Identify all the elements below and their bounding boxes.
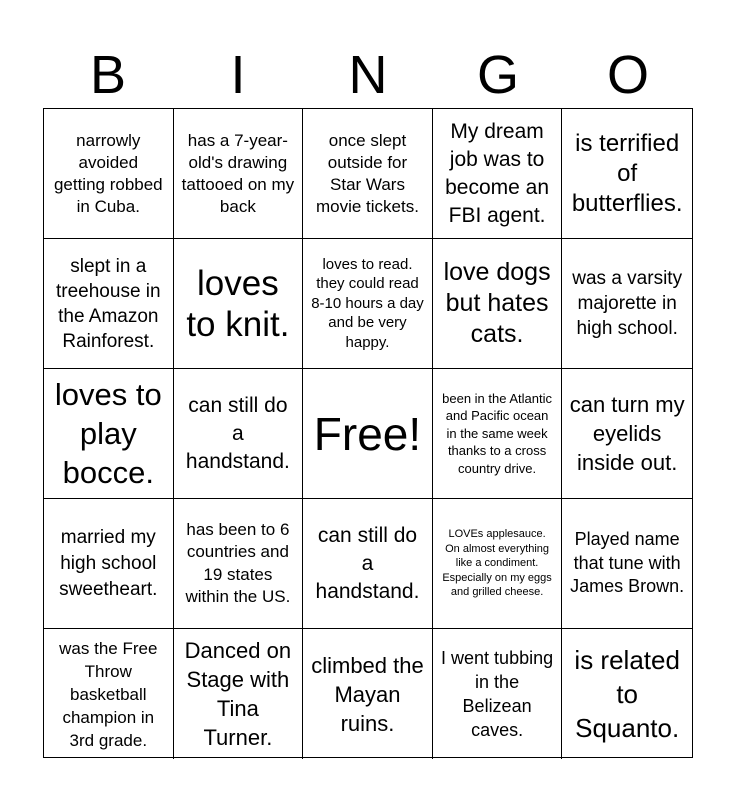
bingo-cell[interactable] <box>303 499 433 629</box>
bingo-cell[interactable] <box>303 629 433 759</box>
bingo-cell[interactable] <box>44 109 174 239</box>
bingo-row <box>44 499 692 629</box>
cell-text: is related to Squanto. <box>574 645 680 743</box>
cell-text: Danced on Stage with Tina Turner. <box>184 638 292 750</box>
cell-text: I went tubbing in the Belizean caves. <box>441 648 554 740</box>
free-space-text: Free! <box>313 407 422 460</box>
bingo-cell[interactable] <box>433 369 563 499</box>
cell-text: is terrified of butterflies. <box>571 129 683 217</box>
cell-text: My dream job was to become an FBI agent. <box>445 119 550 227</box>
cell-text: married my high school sweetheart. <box>59 526 158 600</box>
cell-text: slept in a treehouse in the Amazon Rainforest. <box>56 255 161 352</box>
bingo-cell[interactable] <box>174 629 304 759</box>
free-space-cell[interactable] <box>303 369 433 499</box>
header-letter-i: I <box>230 45 246 105</box>
cell-text: narrowly avoided getting robbed in Cuba. <box>53 130 163 216</box>
bingo-row <box>44 109 692 239</box>
bingo-cell[interactable] <box>174 369 304 499</box>
header-letter-b: B <box>89 45 127 105</box>
bingo-cell[interactable] <box>562 239 692 369</box>
bingo-grid <box>43 108 693 758</box>
cell-text: loves to knit. <box>186 263 290 344</box>
cell-text: Played name that tune with James Brown. <box>570 529 685 597</box>
bingo-cell[interactable] <box>174 499 304 629</box>
bingo-cell[interactable] <box>433 109 563 239</box>
bingo-cell[interactable] <box>303 239 433 369</box>
cell-text: can still do a handstand. <box>185 393 290 473</box>
cell-text: was the Free Throw basketball champion in 3rd grade. <box>59 638 158 750</box>
bingo-cell[interactable] <box>433 499 563 629</box>
cell-text: was a varsity majorette in high school. <box>572 268 683 339</box>
bingo-cell[interactable] <box>44 239 174 369</box>
bingo-cell[interactable] <box>174 239 304 369</box>
header-letter-g: G <box>476 45 519 105</box>
bingo-row <box>44 239 692 369</box>
cell-text: once slept outside for Star Wars movie tickets. <box>315 130 419 216</box>
cell-text: can still do a handstand. <box>315 523 420 603</box>
bingo-cell[interactable] <box>44 499 174 629</box>
cell-text: love dogs but hates cats. <box>443 258 551 348</box>
bingo-cell[interactable] <box>562 109 692 239</box>
bingo-cell[interactable] <box>303 109 433 239</box>
bingo-row <box>44 369 692 499</box>
bingo-cell[interactable] <box>44 369 174 499</box>
bingo-cell[interactable] <box>433 239 563 369</box>
cell-text: has been to 6 countries and 19 states within the US. <box>185 519 291 606</box>
cell-text: been in the Atlantic and Pacific ocean in the same week thanks to a cross country drive. <box>442 390 552 476</box>
bingo-cell[interactable] <box>562 369 692 499</box>
bingo-cell[interactable] <box>44 629 174 759</box>
cell-text: LOVEs applesauce. On almost everything like a condiment. Especially on my eggs and grilled cheese. <box>442 528 552 599</box>
cell-text: loves to play bocce. <box>54 377 162 490</box>
bingo-cell[interactable] <box>174 109 304 239</box>
cell-text: loves to read. they could read 8-10 hours a day and be very happy. <box>311 255 424 351</box>
header-letter-n: N <box>348 45 388 105</box>
cell-text: has a 7-year-old's drawing tattooed on my back <box>181 130 295 216</box>
cell-text: climbed the Mayan ruins. <box>311 652 424 736</box>
bingo-cell[interactable] <box>562 499 692 629</box>
bingo-header <box>43 42 693 108</box>
bingo-cell[interactable] <box>562 629 692 759</box>
bingo-cell[interactable] <box>433 629 563 759</box>
cell-text: can turn my eyelids inside out. <box>569 392 685 475</box>
header-letter-o: O <box>606 45 649 105</box>
bingo-row <box>44 629 692 759</box>
